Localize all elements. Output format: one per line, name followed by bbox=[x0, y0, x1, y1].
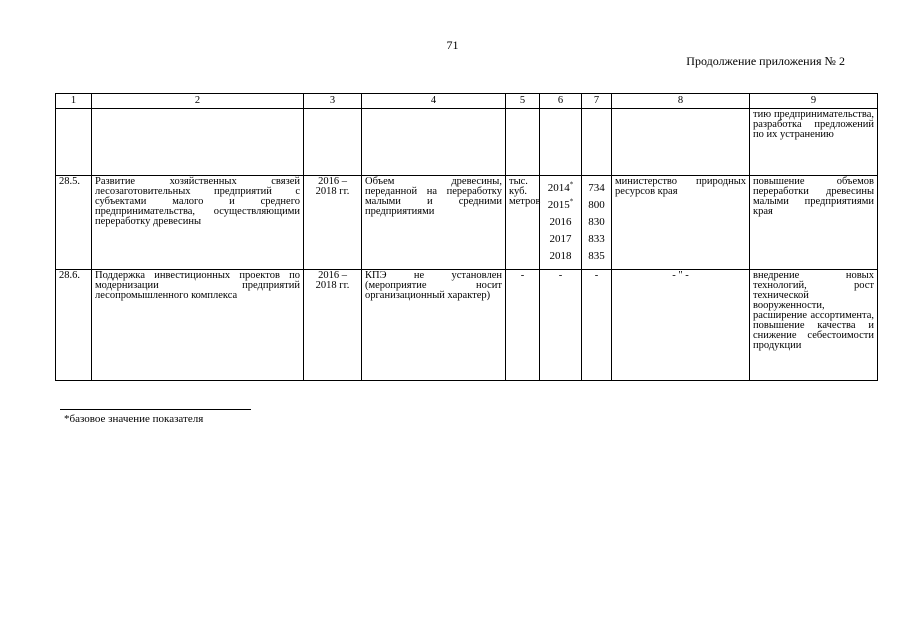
responsible-cell: министерство природных ресурсов края bbox=[612, 176, 750, 270]
values-cell bbox=[582, 176, 612, 270]
indicator-value: 833 bbox=[588, 233, 605, 245]
year-value: 2014* bbox=[547, 180, 574, 194]
indicator-value: 800 bbox=[588, 199, 605, 211]
indicator-cell: Объем древесины, переданной на переработку малыми и средними предприятиями bbox=[362, 176, 506, 270]
footnote-divider bbox=[60, 409, 251, 410]
header-row bbox=[56, 94, 878, 109]
header-cell: 4 bbox=[362, 94, 506, 109]
year-value: 2015* bbox=[547, 197, 574, 211]
result-cell: внедрение новых технологий, рост технической вооруженности, расширение ассортимента, повышение качества и снижение себестоимости продукции bbox=[750, 270, 878, 381]
indicator-value: 734 bbox=[588, 182, 605, 194]
footnote: *базовое значение показателя bbox=[64, 413, 204, 425]
unit-cell: тыс. куб. метров bbox=[506, 176, 540, 270]
row-number: 28.5. bbox=[56, 176, 92, 270]
header-cell: 7 bbox=[582, 94, 612, 109]
header-cell: 3 bbox=[304, 94, 362, 109]
header-cell: 9 bbox=[750, 94, 878, 109]
measure-cell: Поддержка инвестиционных проектов по модернизации предприятий лесопромышленного комплекса bbox=[92, 270, 304, 381]
appendix-table bbox=[55, 93, 878, 381]
period-cell: 2016 – 2018 гг. bbox=[304, 270, 362, 381]
period-cell: 2016 – 2018 гг. bbox=[304, 176, 362, 270]
year-value: 2016 bbox=[549, 216, 572, 228]
page-number: 71 bbox=[446, 38, 459, 52]
responsible-cell: - " - bbox=[612, 270, 750, 381]
indicator-value: 835 bbox=[588, 250, 605, 262]
values-cell: - bbox=[582, 270, 612, 381]
table-row bbox=[56, 270, 878, 381]
indicator-cell: КПЭ не установлен (мероприятие носит организационный характер) bbox=[362, 270, 506, 381]
header-cell: 5 bbox=[506, 94, 540, 109]
result-cell: тию предпринимательства, разработка предложений по их устранению bbox=[750, 109, 878, 176]
header-cell: 1 bbox=[56, 94, 92, 109]
row-number: 28.6. bbox=[56, 270, 92, 381]
table-row-continuation bbox=[56, 109, 878, 176]
header-cell: 2 bbox=[92, 94, 304, 109]
table-row bbox=[56, 176, 878, 270]
year-value: 2017 bbox=[549, 233, 572, 245]
result-cell: повышение объемов переработки древесины малыми предприятиями края bbox=[750, 176, 878, 270]
measure-cell: Развитие хозяйственных связей лесозаготовительных предприятий с субъектами малого и среднего предпринимательства, осуществляющими переработку древесины bbox=[92, 176, 304, 270]
header-cell: 8 bbox=[612, 94, 750, 109]
continuation-label: Продолжение приложения № 2 bbox=[686, 54, 845, 68]
header-cell: 6 bbox=[540, 94, 582, 109]
years-cell: - bbox=[540, 270, 582, 381]
unit-cell: - bbox=[506, 270, 540, 381]
indicator-value: 830 bbox=[588, 216, 605, 228]
years-cell bbox=[540, 176, 582, 270]
year-value: 2018 bbox=[549, 250, 572, 262]
